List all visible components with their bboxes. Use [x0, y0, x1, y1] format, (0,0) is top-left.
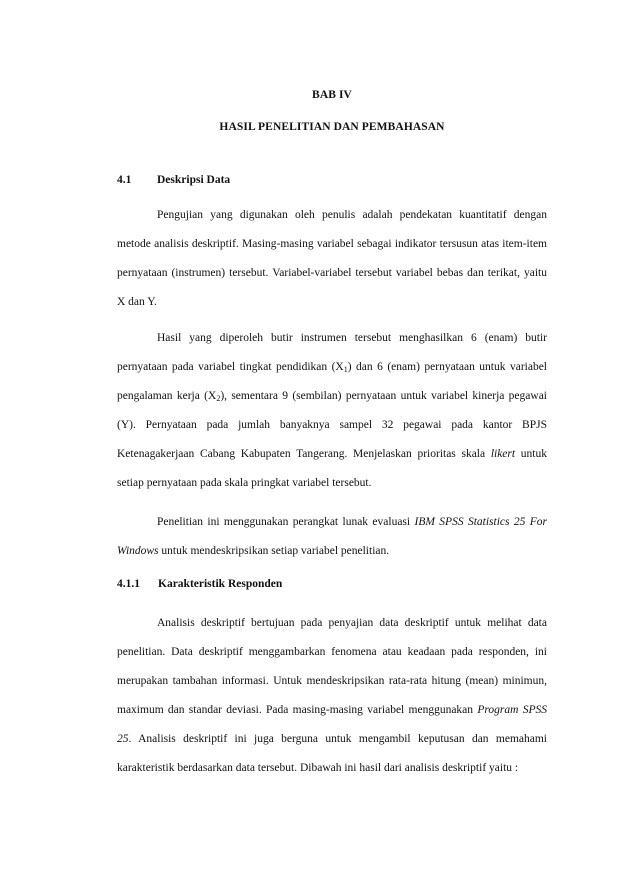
- subscript: 2: [216, 394, 221, 403]
- text-segment: ), sementara 9 (sembilan) pernyataan untuk variabel kinerja pegawai (Y). Pernyataan pada jumlah banyaknya sampel 32 pegawai pada kantor BPJS Ketenagakerjaan Cabang Kabupaten Tangerang. Menjelaskan prioritas skala: [117, 390, 547, 460]
- text-segment: untuk mendeskripsikan setiap variabel penelitian.: [158, 545, 390, 557]
- text-segment: untuk setiap pernyataan pada skala pringkat variabel tersebut.: [117, 448, 547, 489]
- paragraph-descriptive-analysis: [117, 609, 547, 783]
- section-number: 4.1: [117, 174, 132, 186]
- italic-term: likert: [490, 448, 516, 460]
- text-segment: Hasil yang diperoleh butir instrumen tersebut menghasilkan 6 (enam) butir pernyataan pada variabel tingkat pendidikan (X: [117, 332, 547, 373]
- text-segment: ) dan 6 (enam) pernyataan untuk variabel pengalaman kerja (X: [117, 361, 547, 402]
- text-segment: Penelitian ini menggunakan perangkat lunak evaluasi: [157, 516, 415, 528]
- subscript: 1: [343, 365, 348, 374]
- paragraph-data-description: Pengujian yang digunakan oleh penulis adalah pendekatan kuantitatif dengan metode analisis deskriptif. Masing-masing variabel sebagai indikator tersusun atas item-item pernyataan (instrumen) tersebut. Variabel-variabel tersebut variabel bebas dan terikat, yaitu X dan Y.: [117, 209, 547, 308]
- section-title: Karakteristik Responden: [158, 578, 283, 590]
- paragraph-instrument-results: [117, 324, 547, 498]
- italic-term: Program SPSS 25: [117, 704, 547, 745]
- paragraph-software: [117, 508, 547, 566]
- text-segment: Analisis deskriptif bertujuan pada penyajian data deskriptif untuk melihat data penelitian. Data deskriptif menggambarkan fenomena atau keadaan pada responden, ini merupakan tambahan informasi. Untuk mendeskripsikan rata-rata hitung (mean) minimun, maximum dan standar deviasi. Pada masing-masing variabel menggunakan: [117, 617, 547, 716]
- section-heading-4-1-1: [117, 578, 282, 590]
- chapter-heading: BAB IV: [312, 89, 352, 101]
- section-number: 4.1.1: [117, 578, 140, 590]
- section-title: Deskripsi Data: [157, 174, 231, 186]
- text-segment: . Analisis deskriptif ini juga berguna untuk mengambil keputusan dan memahami karakteristik berdasarkan data tersebut. Dibawah ini hasil dari analisis deskriptif yaitu :: [117, 733, 547, 774]
- section-heading-4-1: [117, 174, 230, 186]
- chapter-title: HASIL PENELITIAN DAN PEMBAHASAN: [219, 121, 445, 133]
- italic-term: IBM SPSS Statistics 25 For Windows: [117, 516, 547, 557]
